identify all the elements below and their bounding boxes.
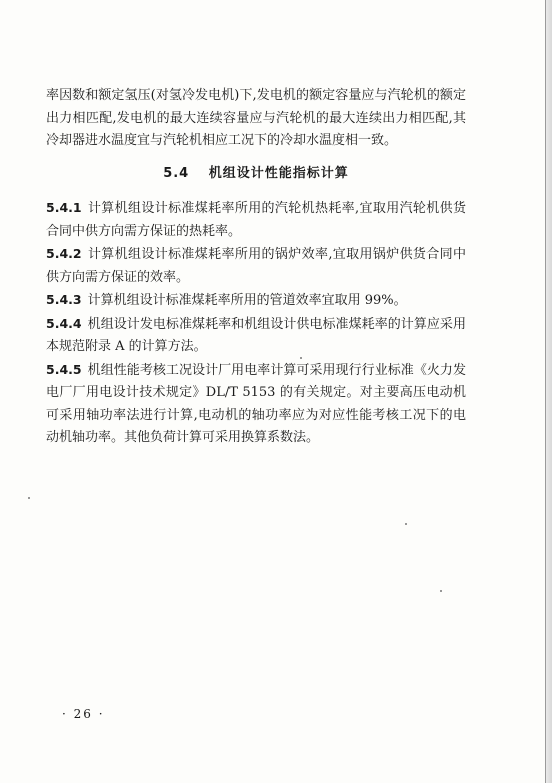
- clause-5-4-5: [46, 359, 466, 450]
- page-edge-shadow: [546, 0, 552, 783]
- section-number: 5.4: [163, 165, 190, 181]
- clause-number: 5.4.5: [46, 361, 82, 377]
- clause-5-4-2: [46, 243, 466, 289]
- clause-5-4-3: [46, 289, 466, 313]
- clause-text: 计算机组设计标准煤耗率所用的汽轮机热耗率,宜取用汽轮机供货合同中供方向需方保证的热耗率。: [46, 201, 466, 239]
- clause-5-4-4: [46, 313, 466, 359]
- clause-text: 机组性能考核工况设计厂用电率计算可采用现行行业标准《火力发电厂厂用电设计技术规定》DL/T 5153 的有关规定。对主要高压电动机可采用轴功率法进行计算,电动机的轴功率应为对应性能考核工况下的电动机轴功率。其他负荷计算可采用换算系数法。: [46, 362, 466, 445]
- page-edge-line: [545, 0, 546, 783]
- scan-speck: [440, 590, 442, 592]
- page-content: [46, 85, 466, 450]
- intro-paragraph: 率因数和额定氢压(对氢冷发电机)下,发电机的额定容量应与汽轮机的额定出力相匹配,发电机的最大连续容量应与汽轮机的最大连续出力相匹配,其冷却器进水温度宜与汽轮机相应工况下的冷却水温度相一致。: [46, 88, 466, 148]
- section-heading: [46, 163, 466, 186]
- clause-5-4-1: [46, 197, 466, 243]
- clause-number: 5.4.2: [46, 246, 82, 261]
- clause-number: 5.4.4: [46, 315, 82, 331]
- clause-text: 计算机组设计标准煤耗率所用的管道效率宜取用 99%。: [87, 293, 407, 308]
- clause-text: 机组设计发电标准煤耗率和机组设计供电标准煤耗率的计算应采用本规范附录 A 的计算方法。: [46, 316, 466, 354]
- scan-speck: [28, 497, 30, 499]
- section-title: 机组设计性能指标计算: [208, 165, 349, 181]
- clause-number: 5.4.3: [46, 292, 82, 307]
- clause-text: 计算机组设计标准煤耗率所用的锅炉效率,宜取用锅炉供货合同中供方向需方保证的效率。: [46, 247, 466, 285]
- scan-speck: [405, 523, 407, 525]
- page-number: · 26 ·: [62, 707, 105, 721]
- clause-number: 5.4.1: [46, 200, 82, 215]
- scan-speck: [300, 357, 302, 359]
